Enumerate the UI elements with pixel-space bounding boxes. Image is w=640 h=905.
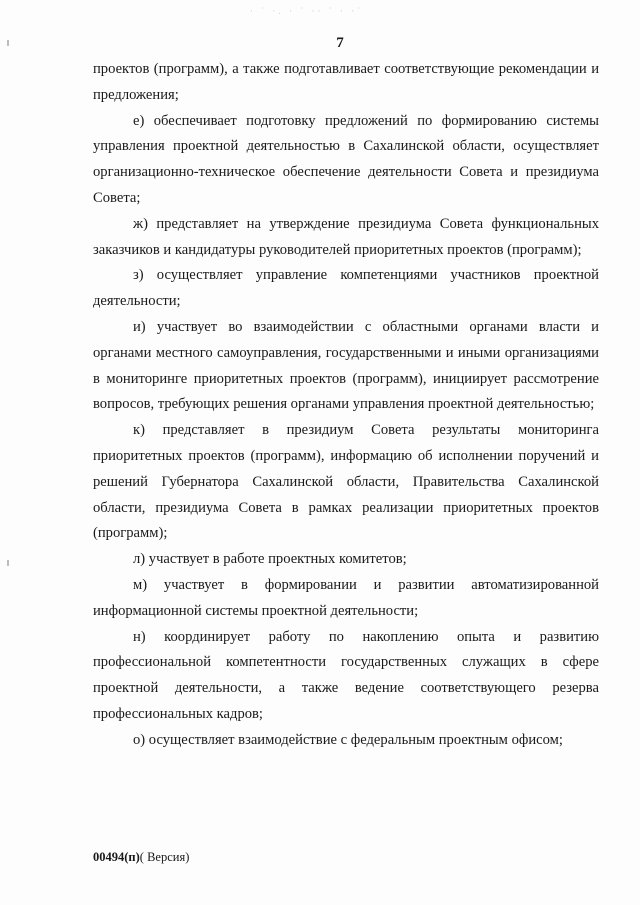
paragraph-item-o: о) осуществляет взаимодействие с федеральным проектным офисом; <box>133 731 563 748</box>
margin-mark <box>7 560 9 566</box>
paragraph-item-e: е) обеспечивает подготовку предложений по формированию системы управления проектной деятельностью в Сахалинской области, осуществляет организационно-техническое обеспечение деятельности Совета и президиума Совета; <box>93 112 599 206</box>
document-code: 00494(п) <box>93 850 140 864</box>
paragraph-item-zh: ж) представляет на утверждение президиума Совета функциональных заказчиков и кандидатуры руководителей приоритетных проектов (программ); <box>93 215 599 258</box>
document-body <box>93 57 599 754</box>
document-footer <box>93 850 189 865</box>
paragraph-item-i: и) участвует во взаимодействии с областными органами власти и органами местного самоуправления, государственными и иными организациями в мониторинге приоритетных проектов (программ), инициирует рассмотрение вопросов, требующих решения органами управления проектной деятельностью; <box>93 318 599 413</box>
paragraph-item-n: н) координирует работу по накоплению опыта и развитию профессиональной компетентности государственных служащих в сфере проектной деятельности, а также ведение соответствующего резерва профессиональных кадров; <box>93 628 599 722</box>
paragraph-continuation: проектов (программ), а также подготавливает соответствующие рекомендации и предложения; <box>93 61 599 103</box>
page-number: 7 <box>336 35 344 51</box>
scan-artifact: · ˙ ·. · ˙ ·· ˙ · ·˙ <box>250 6 364 16</box>
paragraph-item-z: з) осуществляет управление компетенциями участников проектной деятельности; <box>93 267 599 310</box>
paragraph-item-l: л) участвует в работе проектных комитетов; <box>133 551 407 568</box>
paragraph-item-m: м) участвует в формировании и развитии автоматизированной информационной системы проектной деятельности; <box>93 576 599 619</box>
document-version: ( Версия) <box>139 850 190 864</box>
paragraph-item-k: к) представляет в президиум Совета результаты мониторинга приоритетных проектов (программ), информацию об исполнении поручений и решений Губернатора Сахалинской области, Правительства Сахалинской области, президиума Совета в рамках реализации приоритетных проектов (программ); <box>93 422 599 542</box>
